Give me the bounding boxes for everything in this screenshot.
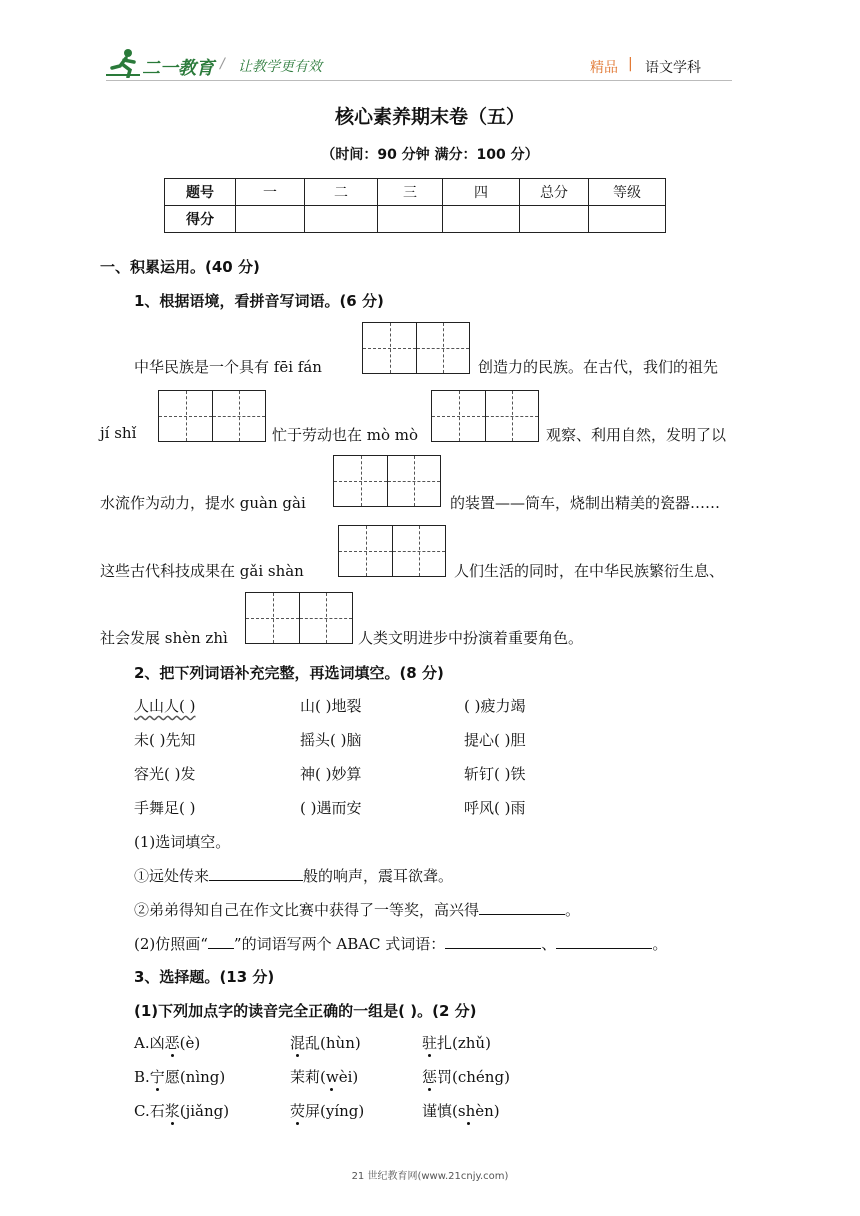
passage-text: 忙于劳动也在 mò mò [272,426,419,444]
sentence-text: ”的词语写两个 ABAC 式词语： [233,935,446,953]
option-item[interactable] [134,1032,200,1053]
fill-sentence [134,865,453,886]
passage-text: 人类文明进步中扮演着重要角色。 [358,629,584,647]
score-cell[interactable] [378,206,443,233]
pinyin-answer-grid[interactable] [338,525,446,577]
sentence-text: 般的响声，震耳欲聋。 [303,867,454,885]
sentence-text: 。 [565,901,581,919]
logo-text: 二一教育 [142,58,214,79]
option-text: (è) [179,1034,201,1052]
sentence-text: 、 [541,935,557,953]
page-title: 核心素养期末卷（五） [334,106,525,128]
answer-blank[interactable] [556,934,652,949]
question-heading: 3、选择题。(13 分) [134,968,275,986]
passage-text: 创造力的民族。在古代，我们的祖先 [478,358,719,376]
idiom-item: 山( )地裂 [300,697,362,715]
option-text: 谨 [422,1102,438,1120]
dotted-char: 莉(wèi) [305,1068,359,1086]
tag-divider: | [628,56,633,72]
answer-blank[interactable] [479,900,565,915]
table-header-cell: 一 [236,179,305,206]
score-cell[interactable] [589,206,666,233]
score-cell[interactable] [443,206,520,233]
table-row-label: 得分 [165,206,236,233]
pinyin-answer-grid[interactable] [158,390,266,442]
tag-quality: 精品 [590,60,618,76]
option-item[interactable] [134,1100,229,1121]
table-header-cell: 三 [378,179,443,206]
passage-text: 中华民族是一个具有 fēi fán [134,358,322,376]
idiom-item: 人山人( ) [134,697,196,715]
idiom-item: 斩钉( )铁 [464,765,526,783]
score-table [164,178,666,233]
dotted-char: 宁 [149,1068,165,1086]
answer-blank[interactable] [209,866,303,881]
dotted-char: 惩 [422,1068,438,1086]
option-item [422,1100,500,1121]
table-header-cell: 题号 [165,179,236,206]
option-item[interactable] [134,1066,225,1087]
table-header-cell: 二 [305,179,378,206]
option-text: 罚(chéng) [437,1068,510,1086]
score-cell[interactable] [305,206,378,233]
passage-text: 社会发展 shèn zhì [100,629,228,647]
idiom-item: 手舞足( ) [134,799,196,817]
tag-subject: 语文学科 [645,60,701,76]
pinyin-answer-grid[interactable] [362,322,470,374]
option-item [290,1066,358,1087]
option-text: 屏(yíng) [305,1102,365,1120]
example-underline [208,934,234,949]
passage-text: jí shǐ [100,424,137,442]
score-table-score-row [165,206,666,233]
pinyin-answer-grid[interactable] [245,592,353,644]
dotted-char: 恶 [164,1034,180,1052]
option-text: A.凶 [134,1034,165,1052]
page-footer: 21 世纪教育网(www.21cnjy.com) [351,1171,509,1182]
option-item [422,1066,510,1087]
idiom-item: 摇头( )脑 [300,731,362,749]
runner-logo-icon [106,48,142,78]
idiom-item: 提心( )胆 [464,731,526,749]
option-text: 扎(zhǔ) [437,1034,491,1052]
header-separator: / [220,56,225,72]
sentence-text: (2)仿照画“ [134,935,208,953]
sentence-text: ①远处传来 [134,867,210,885]
sentence-text: ②弟弟得知自己在作文比赛中获得了一等奖，高兴得 [134,901,480,919]
dotted-char: 混 [290,1034,306,1052]
option-text: 茉 [290,1068,306,1086]
option-text: 愿(nìng) [164,1068,226,1086]
option-item [290,1032,361,1053]
sub-question: (1)下列加点字的读音完全正确的一组是( )。(2 分) [134,1002,477,1020]
page-subtitle: （时间：90 分钟 满分：100 分） [321,147,539,163]
fill-sentence [134,899,580,920]
option-item [422,1032,491,1053]
option-text: (jiǎng) [179,1102,230,1120]
pinyin-answer-grid[interactable] [333,455,441,507]
idiom-item: 未( )先知 [134,731,196,749]
fill-sentence [134,933,667,954]
idiom-item: 呼风( )雨 [464,799,526,817]
header-divider [106,80,732,81]
dotted-char: 荧 [290,1102,306,1120]
dotted-char: 慎(shèn) [437,1102,500,1120]
idiom-item: ( )疲力竭 [464,697,526,715]
passage-text: 观察、利用自然，发明了以 [546,426,727,444]
passage-text: 这些古代科技成果在 gǎi shàn [100,562,304,580]
dotted-char: 驻 [422,1034,438,1052]
pinyin-answer-grid[interactable] [431,390,539,442]
header-slogan: 让教学更有效 [238,59,322,75]
option-text: 乱(hùn) [305,1034,361,1052]
question-heading: 2、把下列词语补充完整，再选词填空。(8 分) [134,664,444,682]
table-header-cell: 四 [443,179,520,206]
option-text: B. [134,1068,150,1086]
section-heading: 一、积累运用。(40 分) [100,258,260,276]
idiom-item: 容光( )发 [134,765,196,783]
question-heading: 1、根据语境，看拼音写词语。(6 分) [134,292,384,310]
passage-text: 人们生活的同时，在中华民族繁衍生息、 [454,562,725,580]
dotted-char: 浆 [164,1102,180,1120]
score-cell[interactable] [236,206,305,233]
answer-blank[interactable] [445,934,541,949]
idiom-item: 神( )妙算 [300,765,362,783]
table-header-cell: 等级 [589,179,666,206]
table-header-cell: 总分 [520,179,589,206]
score-table-header-row [165,179,666,206]
sentence-text: 。 [652,935,668,953]
option-text: C.石 [134,1102,165,1120]
sub-question: (1)选词填空。 [134,833,231,851]
passage-text: 水流作为动力，提水 guàn gài [100,494,306,512]
idiom-item: ( )遇而安 [300,799,362,817]
score-cell[interactable] [520,206,589,233]
passage-text: 的装置——筒车，烧制出精美的瓷器…… [450,494,721,512]
option-item [290,1100,364,1121]
